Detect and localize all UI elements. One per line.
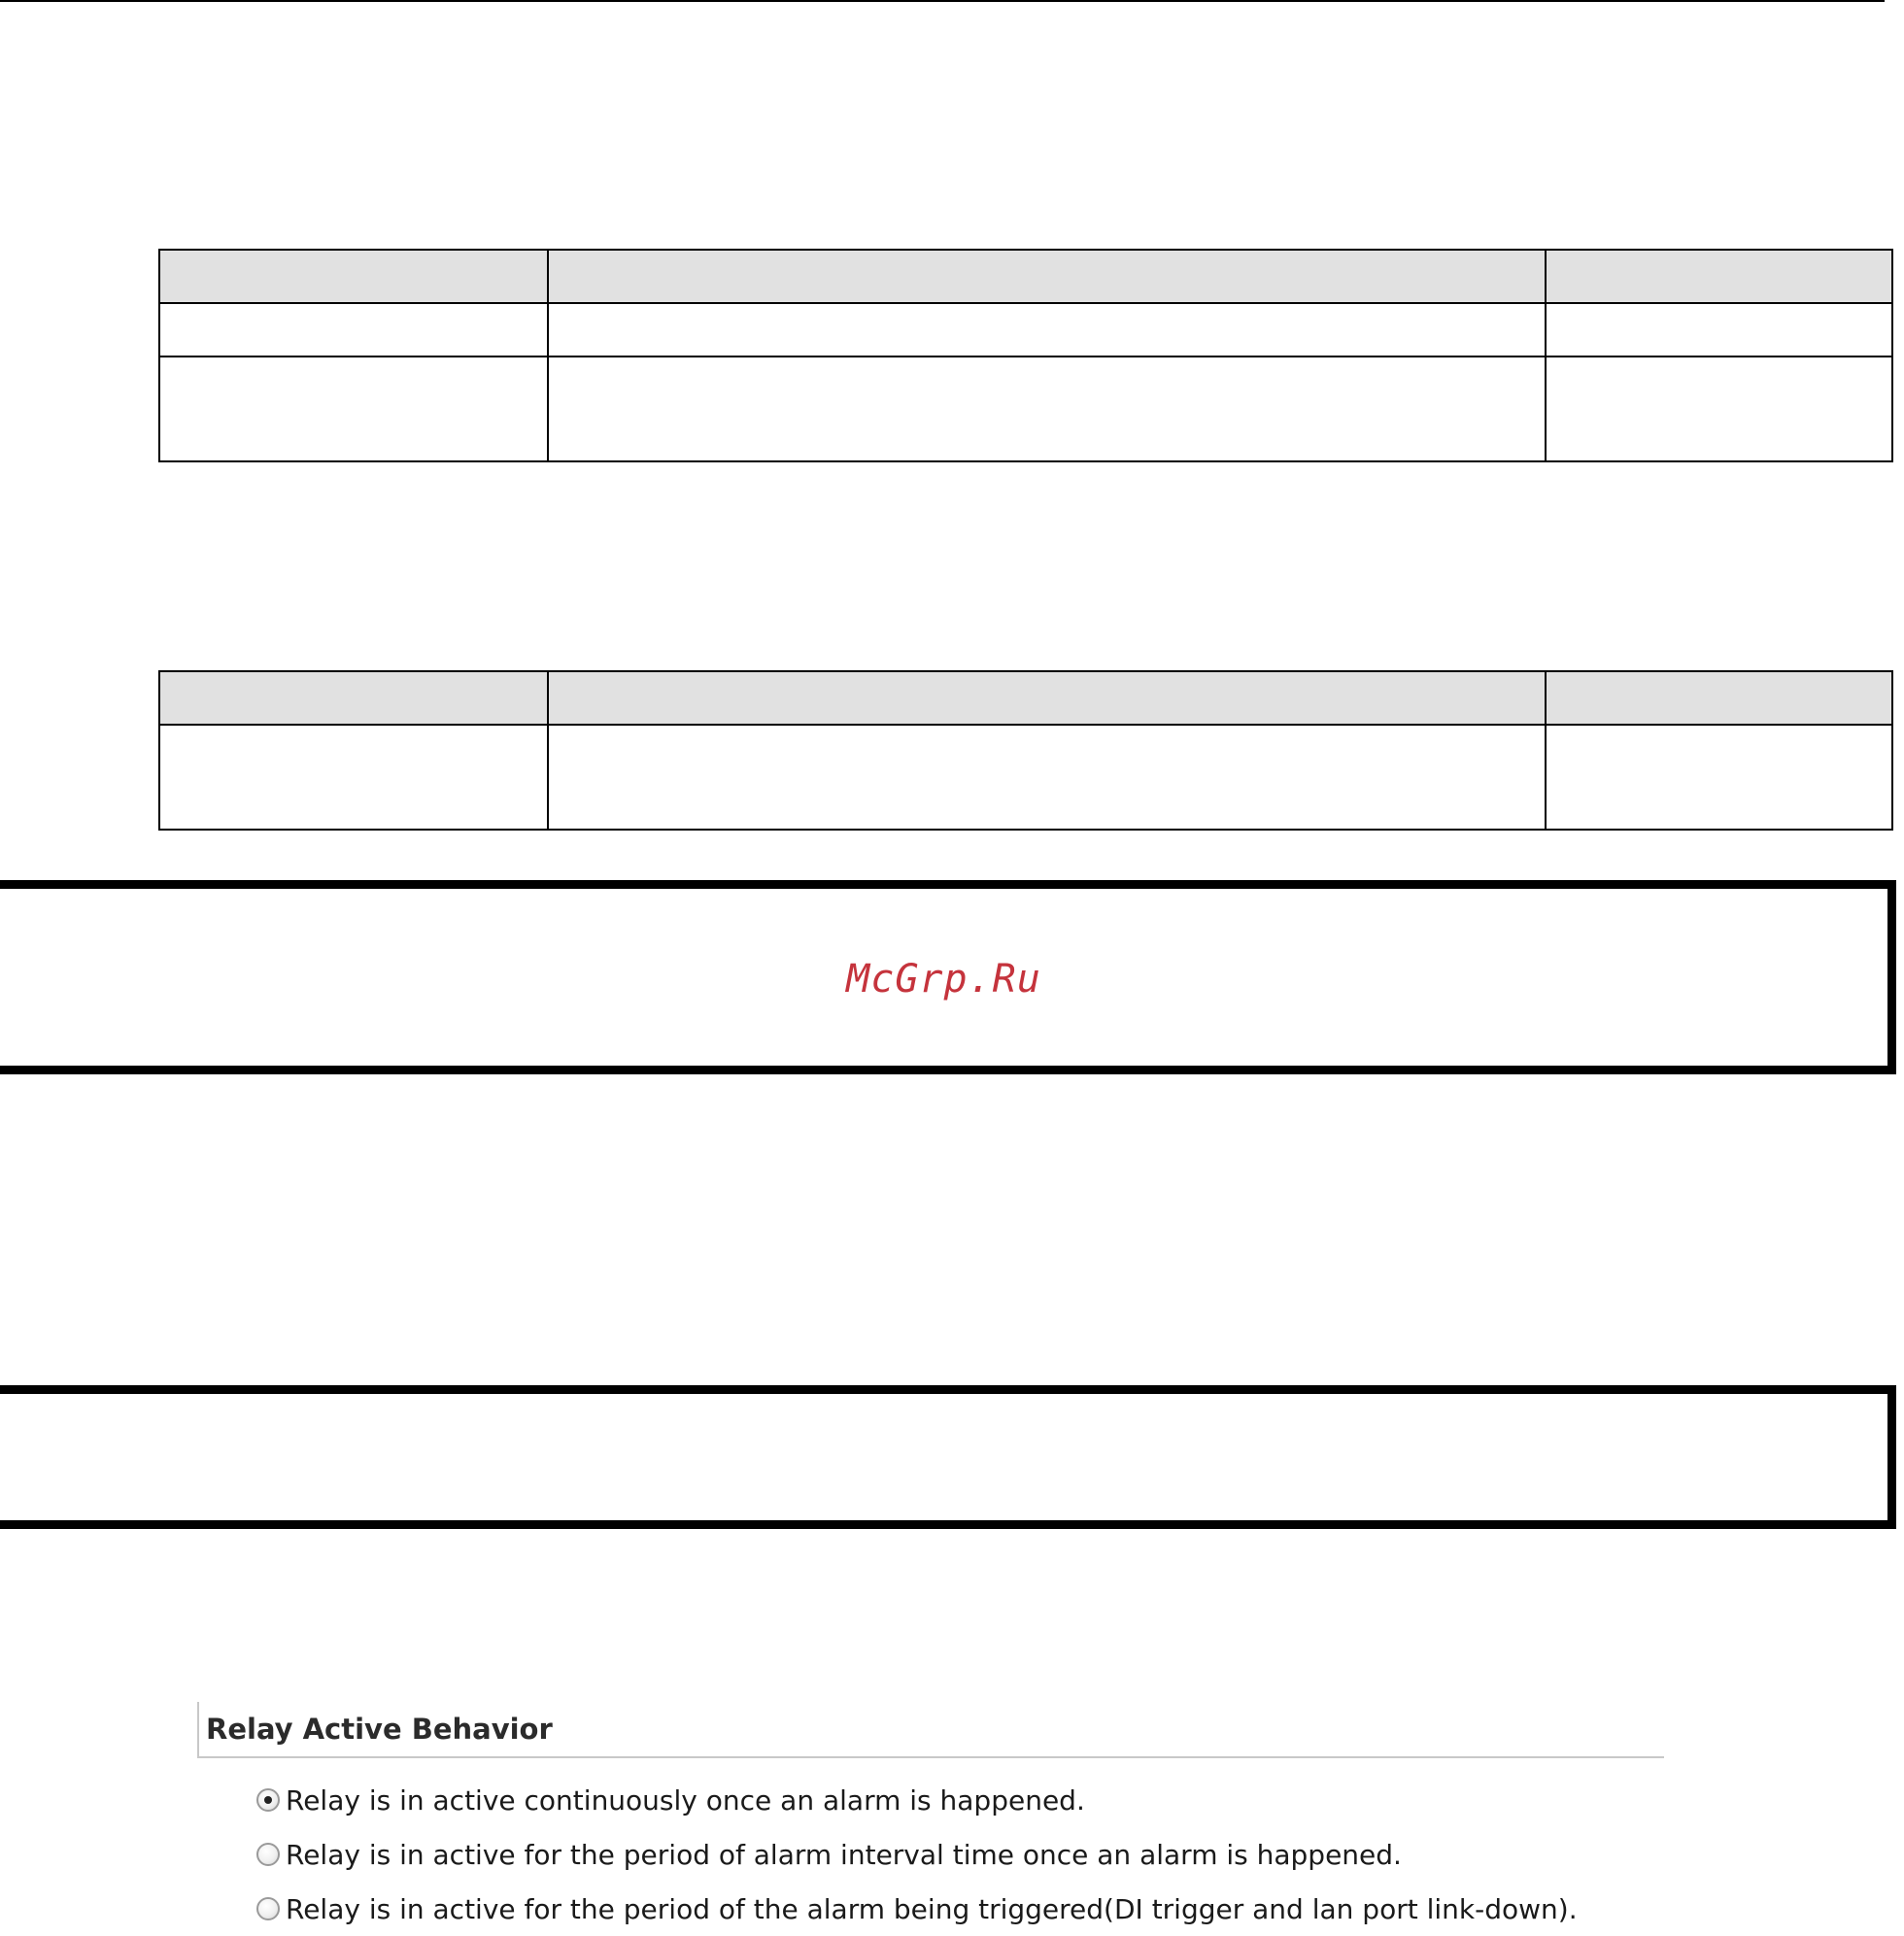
table-cell (1546, 725, 1892, 830)
table-row (159, 303, 1892, 357)
table-cell (548, 725, 1546, 830)
radio-unselected-icon[interactable] (256, 1897, 280, 1920)
table-cell (548, 357, 1546, 461)
table-header-cell (548, 671, 1546, 725)
table-row (159, 725, 1892, 830)
relay-options-list (256, 1773, 1578, 1936)
table-header-cell (548, 250, 1546, 303)
table-cell (159, 357, 548, 461)
relay-option-continuous[interactable] (256, 1773, 1578, 1827)
notice-box-1 (0, 880, 1896, 1074)
settings-table-2 (158, 670, 1893, 831)
table-header-cell (1546, 250, 1892, 303)
table-cell (159, 303, 548, 357)
table-header-row (159, 250, 1892, 303)
panel-title: Relay Active Behavior (197, 1702, 1664, 1758)
table-cell (1546, 357, 1892, 461)
relay-option-label: Relay is in active for the period of alarm interval time once an alarm is happened. (286, 1838, 1402, 1871)
relay-option-label: Relay is in active for the period of the alarm being triggered(DI trigger and lan port link-down). (286, 1892, 1578, 1925)
table-header-row (159, 671, 1892, 725)
relay-option-interval[interactable] (256, 1827, 1578, 1882)
settings-table-1 (158, 249, 1893, 462)
table-header-cell (159, 250, 548, 303)
table-header-cell (1546, 671, 1892, 725)
relay-active-behavior-panel (197, 1702, 1664, 1925)
table-row (159, 357, 1892, 461)
radio-selected-icon[interactable] (256, 1788, 280, 1812)
table-header-cell (159, 671, 548, 725)
notice-box-2 (0, 1385, 1896, 1529)
table-cell (1546, 303, 1892, 357)
relay-option-label: Relay is in active continuously once an alarm is happened. (286, 1783, 1085, 1817)
top-rule (0, 0, 1885, 2)
table-cell (548, 303, 1546, 357)
relay-option-triggered[interactable] (256, 1882, 1578, 1936)
radio-unselected-icon[interactable] (256, 1843, 280, 1866)
table-cell (159, 725, 548, 830)
watermark-text: McGrp.Ru (846, 957, 1041, 1002)
